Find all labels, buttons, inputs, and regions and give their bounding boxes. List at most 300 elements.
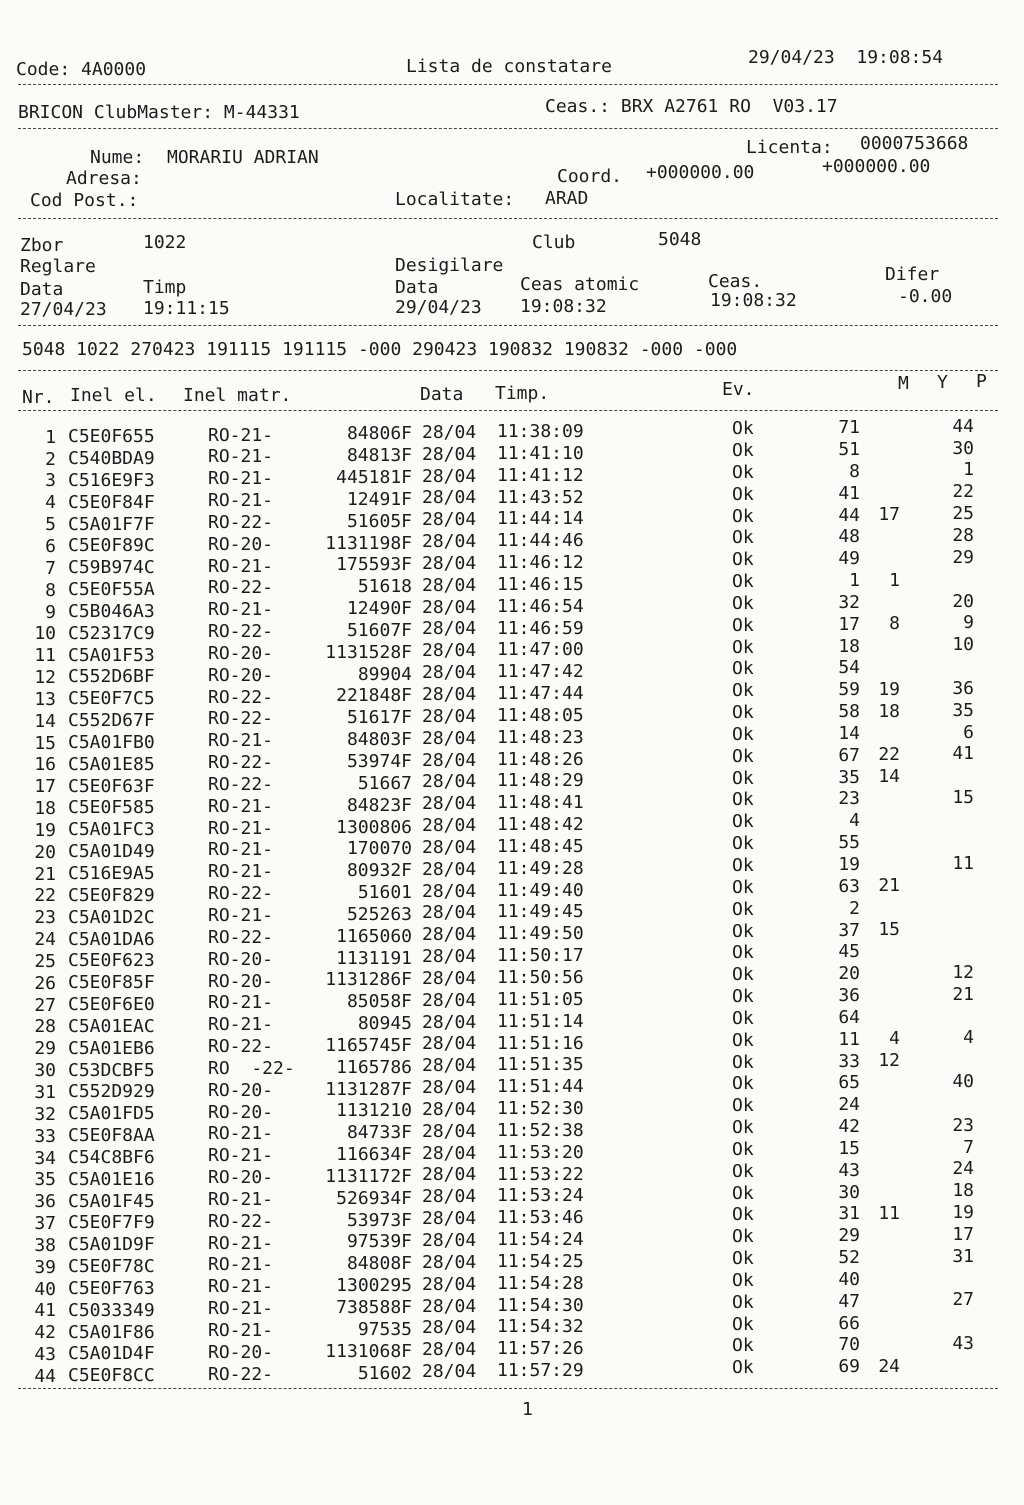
row-time: 11:53:22 xyxy=(497,1163,584,1185)
des-clock-time: 19:08:32 xyxy=(710,290,797,311)
row-inel-matr: 53973F xyxy=(346,1209,412,1231)
row-ev: Ok xyxy=(732,1073,754,1095)
row-p: 44 xyxy=(952,415,974,437)
row-inel-el: C5E0F55A xyxy=(68,579,155,601)
row-ev: Ok xyxy=(732,483,754,505)
row-time: 11:54:32 xyxy=(497,1316,584,1338)
row-ro-prefix: RO-21- xyxy=(208,1298,274,1320)
row-nr: 18 xyxy=(34,798,56,820)
row-time: 11:47:00 xyxy=(497,639,584,661)
row-date: 28/04 xyxy=(422,749,477,771)
coord-value-1: +000000.00 xyxy=(646,162,755,183)
row-m: 11 xyxy=(838,1028,860,1050)
col-nr: Nr. xyxy=(22,387,55,408)
row-inel-el: C5E0F7C5 xyxy=(68,688,155,710)
row-ro-prefix: RO-21- xyxy=(208,555,274,577)
row-inel-matr: 51601 xyxy=(357,882,412,904)
device-label: BRICON ClubMaster: M-44331 xyxy=(18,102,300,123)
row-inel-el: C5A01D49 xyxy=(68,841,155,863)
row-inel-matr: 1131210 xyxy=(336,1100,412,1122)
row-ro-prefix: RO-21- xyxy=(208,1123,274,1145)
row-m: 20 xyxy=(838,963,860,985)
desigilare-label: Desigilare xyxy=(395,255,504,276)
row-inel-el: C5E0F8CC xyxy=(68,1365,155,1387)
row-date: 28/04 xyxy=(422,793,477,815)
row-ro-prefix: RO-21- xyxy=(208,446,274,468)
row-nr: 28 xyxy=(34,1016,56,1038)
row-date: 28/04 xyxy=(422,946,477,968)
row-p: 17 xyxy=(952,1223,974,1245)
row-inel-matr: 1300295 xyxy=(336,1275,412,1297)
row-date: 28/04 xyxy=(422,487,477,509)
row-m: 47 xyxy=(838,1290,860,1312)
row-nr: 42 xyxy=(34,1322,56,1344)
row-time: 11:46:54 xyxy=(497,595,584,617)
row-m: 36 xyxy=(838,985,860,1007)
atomic-clock-label: Ceas atomic xyxy=(520,274,640,295)
row-m: 67 xyxy=(838,744,860,766)
row-nr: 31 xyxy=(34,1082,56,1103)
row-ev: Ok xyxy=(732,1313,754,1335)
row-m: 17 xyxy=(838,613,860,635)
row-nr: 21 xyxy=(34,863,56,885)
row-nr: 2 xyxy=(45,448,56,470)
row-inel-el: C5A01EAC xyxy=(68,1015,155,1037)
row-m: 71 xyxy=(838,417,860,439)
row-inel-matr: 85058F xyxy=(346,991,412,1013)
row-nr: 1 xyxy=(45,426,56,448)
row-date: 28/04 xyxy=(422,836,477,858)
row-ro-prefix: RO-20- xyxy=(208,970,274,992)
row-m: 2 xyxy=(849,897,860,919)
row-m: 42 xyxy=(838,1116,860,1138)
row-m: 70 xyxy=(838,1334,860,1356)
row-nr: 16 xyxy=(34,754,56,776)
reg-timp-label: Timp xyxy=(143,277,187,298)
row-nr: 8 xyxy=(45,579,56,601)
row-ev: Ok xyxy=(732,592,754,614)
row-time: 11:51:44 xyxy=(497,1076,584,1098)
row-ev: Ok xyxy=(732,549,754,571)
club-label: Club xyxy=(532,232,576,253)
row-inel-el: C53DCBF5 xyxy=(68,1059,155,1081)
row-ro-prefix: RO-20- xyxy=(208,1341,274,1363)
row-date: 28/04 xyxy=(422,705,477,727)
row-inel-matr: 84733F xyxy=(346,1122,412,1144)
row-time: 11:46:59 xyxy=(497,617,584,639)
row-y: 12 xyxy=(878,1050,900,1072)
row-nr: 26 xyxy=(34,972,56,994)
row-inel-el: C5E0F78C xyxy=(68,1256,155,1278)
row-inel-el: C5033349 xyxy=(68,1299,155,1321)
row-inel-matr: 84808F xyxy=(346,1253,412,1275)
row-ro-prefix: RO-22- xyxy=(208,621,274,643)
row-date: 28/04 xyxy=(422,771,477,793)
row-date: 28/04 xyxy=(422,683,477,705)
row-time: 11:53:46 xyxy=(497,1207,584,1229)
divider xyxy=(18,1388,998,1389)
row-ro-prefix: RO-20- xyxy=(208,948,274,970)
row-inel-el: C5A01F53 xyxy=(68,644,155,666)
row-time: 11:50:17 xyxy=(497,945,584,967)
row-inel-matr: 53974F xyxy=(346,751,412,772)
row-p: 15 xyxy=(952,787,974,809)
row-nr: 10 xyxy=(34,623,56,645)
row-ev: Ok xyxy=(732,461,754,483)
row-nr: 20 xyxy=(34,841,56,863)
row-inel-el: C59B974C xyxy=(68,557,155,579)
row-inel-matr: 170070 xyxy=(346,838,412,860)
row-m: 31 xyxy=(838,1203,860,1225)
row-p: 1 xyxy=(963,459,974,481)
row-time: 11:48:45 xyxy=(497,835,584,857)
row-ev: Ok xyxy=(732,745,754,767)
row-inel-matr: 51618 xyxy=(357,576,412,598)
row-nr: 3 xyxy=(45,470,56,492)
row-p: 6 xyxy=(963,721,974,743)
row-y: 8 xyxy=(889,613,900,635)
row-ro-prefix: RO-21- xyxy=(208,1276,274,1298)
row-inel-matr: 175593F xyxy=(336,554,412,576)
row-inel-el: C5A01F7F xyxy=(68,513,155,535)
row-nr: 34 xyxy=(34,1147,56,1169)
row-ev: Ok xyxy=(732,1095,754,1117)
row-date: 28/04 xyxy=(422,967,477,989)
row-ev: Ok xyxy=(732,942,754,964)
row-inel-matr: 1131198F xyxy=(325,532,412,554)
row-m: 24 xyxy=(838,1094,860,1116)
row-time: 11:54:28 xyxy=(497,1272,584,1294)
row-inel-matr: 525263 xyxy=(346,903,412,925)
row-inel-el: C552D67F xyxy=(68,710,155,732)
row-inel-el: C5B046A3 xyxy=(68,600,155,622)
col-ev: Ev. xyxy=(722,379,755,400)
row-y: 11 xyxy=(878,1202,900,1224)
row-time: 11:48:23 xyxy=(497,726,584,748)
des-date: 29/04/23 xyxy=(395,297,482,318)
row-m: 54 xyxy=(838,657,860,679)
row-inel-el: C516E9A5 xyxy=(68,863,155,884)
document-title: Lista de constatare xyxy=(406,56,612,77)
row-ro-prefix: RO-21- xyxy=(208,490,274,512)
row-inel-matr: 526934F xyxy=(336,1187,412,1209)
locality-value: ARAD xyxy=(545,188,589,209)
row-ro-prefix: RO-21- xyxy=(208,1319,274,1341)
page-number: 1 xyxy=(522,1399,533,1420)
row-nr: 19 xyxy=(34,819,56,841)
row-inel-el: C5A01FB0 xyxy=(68,731,155,753)
row-nr: 43 xyxy=(34,1344,56,1366)
row-p: 11 xyxy=(952,852,974,874)
name-label: Nume: xyxy=(90,147,145,168)
row-nr: 5 xyxy=(45,514,56,536)
row-inel-el: C5E0F85F xyxy=(68,972,155,994)
row-inel-el: C5E0F89C xyxy=(68,535,155,557)
row-m: 19 xyxy=(838,854,860,875)
col-p: P xyxy=(976,371,987,392)
row-y: 21 xyxy=(878,875,900,897)
clock-label: Ceas.: BRX A2761 RO V03.17 xyxy=(545,96,838,117)
row-inel-matr: 97535 xyxy=(357,1318,412,1340)
row-m: 32 xyxy=(838,591,860,613)
row-inel-matr: 1165745F xyxy=(325,1034,412,1056)
row-nr: 27 xyxy=(34,994,56,1016)
row-time: 11:52:38 xyxy=(497,1119,584,1141)
row-nr: 44 xyxy=(34,1365,56,1387)
row-date: 28/04 xyxy=(422,727,477,749)
row-p: 18 xyxy=(952,1180,974,1202)
row-ro-prefix: RO-21- xyxy=(208,599,274,621)
row-y: 1 xyxy=(889,569,900,591)
reglare-label: Reglare xyxy=(20,256,96,277)
row-y: 15 xyxy=(878,919,900,941)
row-time: 11:49:50 xyxy=(497,923,584,945)
row-ro-prefix: RO-22- xyxy=(208,708,274,730)
row-nr: 39 xyxy=(34,1256,56,1278)
row-time: 11:41:12 xyxy=(497,464,584,486)
row-ro-prefix: RO-20- xyxy=(208,533,274,555)
row-ev: Ok xyxy=(732,833,754,855)
row-ev: Ok xyxy=(732,876,754,898)
des-atomic-time: 19:08:32 xyxy=(520,296,607,317)
row-inel-matr: 51607F xyxy=(346,619,412,641)
row-inel-el: C5A01EB6 xyxy=(68,1037,155,1059)
row-date: 28/04 xyxy=(422,902,477,924)
row-time: 11:48:26 xyxy=(497,748,584,770)
row-ro-prefix: RO-21- xyxy=(208,1014,274,1036)
row-ev: Ok xyxy=(732,702,754,724)
row-nr: 30 xyxy=(34,1060,56,1082)
row-m: 1 xyxy=(849,570,860,592)
row-ev: Ok xyxy=(732,855,754,876)
coord-label: Coord. xyxy=(557,166,623,187)
row-inel-el: C5A01E16 xyxy=(68,1168,155,1190)
row-p: 35 xyxy=(952,699,974,721)
row-date: 28/04 xyxy=(422,815,477,837)
row-y: 14 xyxy=(878,766,900,788)
row-inel-el: C5E0F8AA xyxy=(68,1125,155,1147)
row-m: 64 xyxy=(838,1006,860,1028)
row-time: 11:50:56 xyxy=(497,967,584,988)
col-timp: Timp. xyxy=(495,383,550,404)
row-inel-el: C5E0F6E0 xyxy=(68,994,155,1016)
row-nr: 17 xyxy=(34,776,56,798)
row-ev: Ok xyxy=(732,1357,754,1379)
row-p: 24 xyxy=(952,1158,974,1180)
row-m: 66 xyxy=(838,1312,860,1334)
row-ro-prefix: RO-21- xyxy=(208,817,274,839)
row-ro-prefix: RO-21- xyxy=(208,468,274,490)
row-nr: 22 xyxy=(34,885,56,907)
row-date: 28/04 xyxy=(422,662,477,684)
row-nr: 9 xyxy=(45,601,56,623)
row-inel-el: C5A01D9F xyxy=(68,1234,155,1256)
row-date: 28/04 xyxy=(422,1251,477,1273)
row-time: 11:49:40 xyxy=(497,879,584,901)
row-inel-el: C5E0F63F xyxy=(68,775,155,797)
row-date: 28/04 xyxy=(422,618,477,640)
row-time: 11:51:14 xyxy=(497,1010,584,1032)
row-inel-el: C5A01DA6 xyxy=(68,928,155,950)
row-date: 28/04 xyxy=(422,531,477,553)
row-inel-el: C5A01F86 xyxy=(68,1321,155,1343)
row-date: 28/04 xyxy=(422,443,477,465)
row-nr: 41 xyxy=(34,1300,56,1322)
row-nr: 40 xyxy=(34,1278,56,1300)
row-time: 11:54:30 xyxy=(497,1294,584,1316)
row-inel-el: C5A01D4F xyxy=(68,1343,155,1365)
row-ev: Ok xyxy=(732,723,754,745)
row-ro-prefix: RO-22- xyxy=(208,773,274,795)
row-ro-prefix: RO-21- xyxy=(208,904,274,926)
row-nr: 7 xyxy=(45,557,56,579)
row-m: 49 xyxy=(838,548,860,570)
row-ev: Ok xyxy=(732,1117,754,1139)
row-time: 11:53:24 xyxy=(497,1185,584,1207)
row-inel-el: C5E0F655 xyxy=(68,426,155,448)
postcode-label: Cod Post.: xyxy=(30,190,139,211)
row-ev: Ok xyxy=(732,527,754,549)
row-p: 23 xyxy=(952,1114,974,1136)
row-y: 4 xyxy=(889,1028,900,1050)
row-ev: Ok xyxy=(732,1160,754,1182)
row-inel-matr: 738588F xyxy=(336,1297,412,1318)
row-p: 25 xyxy=(952,503,974,525)
row-ev: Ok xyxy=(732,614,754,636)
row-date: 28/04 xyxy=(422,596,477,618)
row-ev: Ok xyxy=(732,1248,754,1270)
row-nr: 23 xyxy=(34,907,56,929)
row-nr: 11 xyxy=(34,645,56,667)
row-ro-prefix: RO-20- xyxy=(208,1079,274,1101)
row-inel-matr: 51602 xyxy=(357,1362,412,1384)
row-ro-prefix: RO-20- xyxy=(208,642,274,664)
row-nr: 14 xyxy=(34,710,56,732)
row-nr: 13 xyxy=(34,688,56,710)
row-inel-el: C552D929 xyxy=(68,1081,155,1103)
row-ev: Ok xyxy=(732,1291,754,1313)
coord-value-2: +000000.00 xyxy=(822,156,931,177)
row-inel-matr: 84813F xyxy=(346,445,412,467)
row-date: 28/04 xyxy=(422,858,477,880)
difer-label: Difer xyxy=(885,264,940,285)
row-inel-matr: 221848F xyxy=(336,685,412,707)
row-ro-prefix: RO-22- xyxy=(208,926,274,948)
row-inel-el: C5E0F829 xyxy=(68,884,155,906)
row-ro-prefix: RO-22- xyxy=(208,883,274,905)
row-ro-prefix: RO-20- xyxy=(208,1167,274,1189)
row-ev: Ok xyxy=(732,418,754,440)
row-p: 22 xyxy=(952,481,974,503)
row-date: 28/04 xyxy=(422,989,477,1011)
row-inel-matr: 51605F xyxy=(346,510,412,532)
row-ev: Ok xyxy=(732,1138,754,1160)
row-time: 11:48:29 xyxy=(497,770,584,792)
row-date: 28/04 xyxy=(422,1208,477,1230)
row-time: 11:46:15 xyxy=(497,573,584,595)
row-p: 31 xyxy=(952,1245,974,1267)
row-p: 30 xyxy=(952,437,974,459)
row-ro-prefix: RO -22- xyxy=(208,1057,295,1079)
row-time: 11:46:12 xyxy=(497,552,584,574)
row-p: 9 xyxy=(963,612,974,634)
row-p: 43 xyxy=(952,1333,974,1355)
row-ev: Ok xyxy=(732,1269,754,1291)
row-time: 11:44:46 xyxy=(497,530,584,552)
row-time: 11:51:05 xyxy=(497,988,584,1010)
difer-value: -0.00 xyxy=(898,286,953,307)
row-ro-prefix: RO-21- xyxy=(208,424,274,446)
row-ro-prefix: RO-21- xyxy=(208,795,274,817)
row-inel-matr: 1165786 xyxy=(336,1056,412,1078)
row-inel-el: C54C8BF6 xyxy=(68,1146,155,1168)
row-ev: Ok xyxy=(732,1204,754,1226)
row-time: 11:54:25 xyxy=(497,1250,584,1272)
row-m: 14 xyxy=(838,722,860,744)
row-ev: Ok xyxy=(732,440,754,462)
row-time: 11:48:42 xyxy=(497,814,584,836)
row-date: 28/04 xyxy=(422,465,477,487)
row-m: 40 xyxy=(838,1268,860,1290)
row-date: 28/04 xyxy=(422,1120,477,1142)
row-date: 28/04 xyxy=(422,574,477,596)
club-value: 5048 xyxy=(658,229,702,250)
row-ev: Ok xyxy=(732,1226,754,1248)
zbor-label: Zbor xyxy=(20,235,64,256)
row-time: 11:54:24 xyxy=(497,1229,584,1251)
row-ro-prefix: RO-22- xyxy=(208,752,274,774)
row-inel-matr: 1131172F xyxy=(325,1165,412,1187)
row-time: 11:47:44 xyxy=(497,683,584,705)
row-nr: 36 xyxy=(34,1191,56,1213)
row-time: 11:49:28 xyxy=(497,857,584,879)
row-p: 10 xyxy=(952,634,974,656)
row-m: 37 xyxy=(838,919,860,941)
row-time: 11:48:05 xyxy=(497,704,584,726)
row-y: 24 xyxy=(878,1355,900,1377)
row-ev: Ok xyxy=(732,658,754,680)
row-ev: Ok xyxy=(732,1335,754,1357)
row-inel-matr: 51617F xyxy=(346,707,412,729)
row-ev: Ok xyxy=(732,1182,754,1204)
code-label: Code: 4A0000 xyxy=(16,59,147,80)
row-p: 20 xyxy=(952,590,974,612)
row-p: 12 xyxy=(952,961,974,983)
row-inel-el: C5A01D2C xyxy=(68,906,155,928)
row-m: 43 xyxy=(838,1159,860,1181)
row-nr: 15 xyxy=(34,732,56,754)
row-date: 28/04 xyxy=(422,1361,477,1383)
row-inel-el: C5A01FC3 xyxy=(68,819,155,841)
row-nr: 24 xyxy=(34,929,56,951)
row-ev: Ok xyxy=(732,636,754,658)
row-ro-prefix: RO-21- xyxy=(208,1254,274,1276)
row-p: 7 xyxy=(963,1136,974,1158)
row-m: 23 xyxy=(838,788,860,810)
row-inel-matr: 1165060 xyxy=(336,925,412,947)
row-ev: Ok xyxy=(732,789,754,811)
row-time: 11:43:52 xyxy=(497,486,584,508)
row-m: 15 xyxy=(838,1137,860,1159)
row-nr: 38 xyxy=(34,1234,56,1256)
row-ro-prefix: RO-22- xyxy=(208,577,274,599)
row-ev: Ok xyxy=(732,898,754,920)
row-ro-prefix: RO-21- xyxy=(208,839,274,861)
row-nr: 29 xyxy=(34,1038,56,1060)
address-label: Adresa: xyxy=(66,168,142,189)
row-nr: 35 xyxy=(34,1169,56,1191)
row-m: 51 xyxy=(838,439,860,461)
